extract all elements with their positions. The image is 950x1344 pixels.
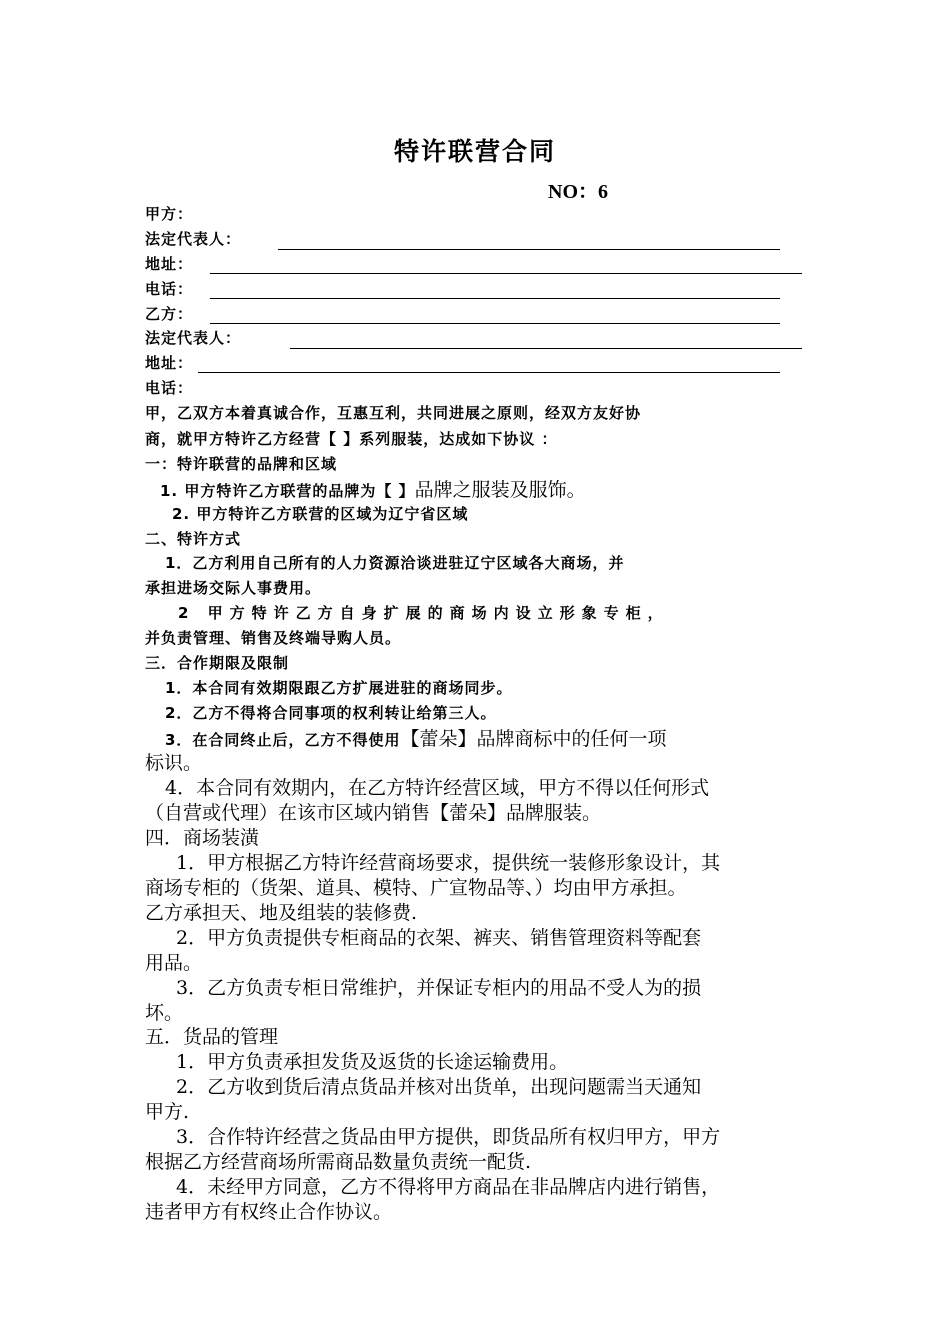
section-5-item-4-line-1: 4．未经甲方同意，乙方不得将甲方商品在非品牌店内进行销售， bbox=[176, 1176, 721, 1198]
section-1-item-1 bbox=[160, 475, 586, 502]
section-4-item-3-line-1: 3．乙方负责专柜日常维护，并保证专柜内的用品不受人为的损 bbox=[176, 977, 702, 999]
section-1-item-2: 2. 甲方特许乙方联营的区域为辽宁省区域 bbox=[172, 505, 469, 523]
party-b-address-label: 地址： bbox=[145, 354, 194, 372]
preamble-line-1: 甲，乙双方本着真诚合作，互惠互利，共同进展之原则，经双方友好协 bbox=[145, 404, 642, 422]
section-3-item-3-line-2: 标识。 bbox=[145, 752, 203, 774]
section-2-item-1-line-1: 1．乙方利用自己所有的人力资源洽谈进驻辽宁区域各大商场，并 bbox=[165, 554, 625, 572]
section-4-item-2-line-1: 2．甲方负责提供专柜商品的衣架、裤夹、销售管理资料等配套 bbox=[176, 927, 702, 949]
section-2-item-2-line-1: 2 甲方特许乙方自身扩展的商场内设立形象专柜， bbox=[178, 604, 670, 622]
party-a-address-label: 地址： bbox=[145, 255, 194, 273]
section-3-item-4-line-2: （自营或代理）在该市区域内销售【蕾朵】品牌服装。 bbox=[145, 802, 602, 824]
section-4-item-1-line-2: 商场专柜的（货架、道具、模特、广宣物品等、）均由甲方承担。 bbox=[145, 877, 687, 899]
section-3-item-3-bold: 3．在合同终止后，乙方不得使用 bbox=[165, 731, 401, 749]
section-3-item-2: 2．乙方不得将合同事项的权利转让给第三人。 bbox=[165, 704, 497, 722]
party-a-phone-line bbox=[210, 298, 780, 299]
contract-number: NO：6 bbox=[548, 181, 608, 203]
section-5-item-2-line-1: 2．乙方收到货后清点货品并核对出货单，出现问题需当天通知 bbox=[176, 1076, 702, 1098]
section-5-item-3-line-1: 3．合作特许经营之货品由甲方提供，即货品所有权归甲方，甲方 bbox=[176, 1126, 721, 1148]
section-3-heading: 三．合作期限及限制 bbox=[145, 654, 290, 672]
section-2-heading: 二、特许方式 bbox=[145, 530, 242, 548]
section-3-item-4-line-1: 4．本合同有效期内，在乙方特许经营区域，甲方不得以任何形式 bbox=[165, 777, 710, 799]
document-title: 特许联营合同 bbox=[393, 137, 556, 166]
section-5-item-3-line-2: 根据乙方经营商场所需商品数量负责统一配货. bbox=[145, 1151, 532, 1173]
section-4-item-2-line-2: 用品。 bbox=[145, 952, 203, 974]
party-a-phone-label: 电话： bbox=[145, 280, 194, 298]
party-b-line bbox=[210, 323, 780, 324]
section-3-item-1: 1．本合同有效期限跟乙方扩展进驻的商场同步。 bbox=[165, 679, 513, 697]
section-4-item-1-line-1: 1．甲方根据乙方特许经营商场要求，提供统一装修形象设计，其 bbox=[176, 852, 721, 874]
party-b-rep-label: 法定代表人： bbox=[145, 329, 242, 347]
party-b-rep-line bbox=[290, 348, 802, 349]
party-a-address-line bbox=[210, 273, 802, 274]
section-1-item-1-normal: 品牌之服装及服饰。 bbox=[414, 479, 586, 501]
section-4-item-3-line-2: 坏。 bbox=[145, 1002, 184, 1024]
section-3-item-3 bbox=[165, 724, 666, 751]
section-4-item-1-line-3: 乙方承担天、地及组装的装修费. bbox=[145, 902, 418, 924]
preamble-line-2: 商，就甲方特许乙方经营【 】系列服装，达成如下协议 ： bbox=[145, 430, 558, 448]
party-a-rep-label: 法定代表人： bbox=[145, 230, 242, 248]
section-5-item-4-line-2: 违者甲方有权终止合作协议。 bbox=[145, 1201, 393, 1223]
section-2-item-2-line-2: 并负责管理、销售及终端导购人员。 bbox=[145, 629, 402, 647]
party-b-label: 乙方： bbox=[145, 305, 194, 323]
party-b-address-line bbox=[198, 372, 780, 373]
section-1-item-1-bold: 1. 甲方特许乙方联营的品牌为【 】 bbox=[160, 482, 415, 500]
section-2-item-1-line-2: 承担进场交际人事费用。 bbox=[145, 579, 322, 597]
party-a-label: 甲方： bbox=[145, 205, 194, 223]
party-b-phone-label: 电话： bbox=[145, 379, 194, 397]
section-3-item-3-normal: 【蕾朵】品牌商标中的任何一项 bbox=[400, 728, 667, 750]
party-a-rep-line bbox=[278, 249, 780, 250]
section-4-heading: 四．商场装潢 bbox=[145, 827, 260, 849]
section-1-heading: 一：特许联营的品牌和区域 bbox=[145, 455, 338, 473]
section-5-item-1: 1．甲方负责承担发货及返货的长途运输费用。 bbox=[176, 1051, 569, 1073]
section-5-heading: 五．货品的管理 bbox=[145, 1026, 279, 1048]
section-5-item-2-line-2: 甲方. bbox=[145, 1101, 190, 1123]
